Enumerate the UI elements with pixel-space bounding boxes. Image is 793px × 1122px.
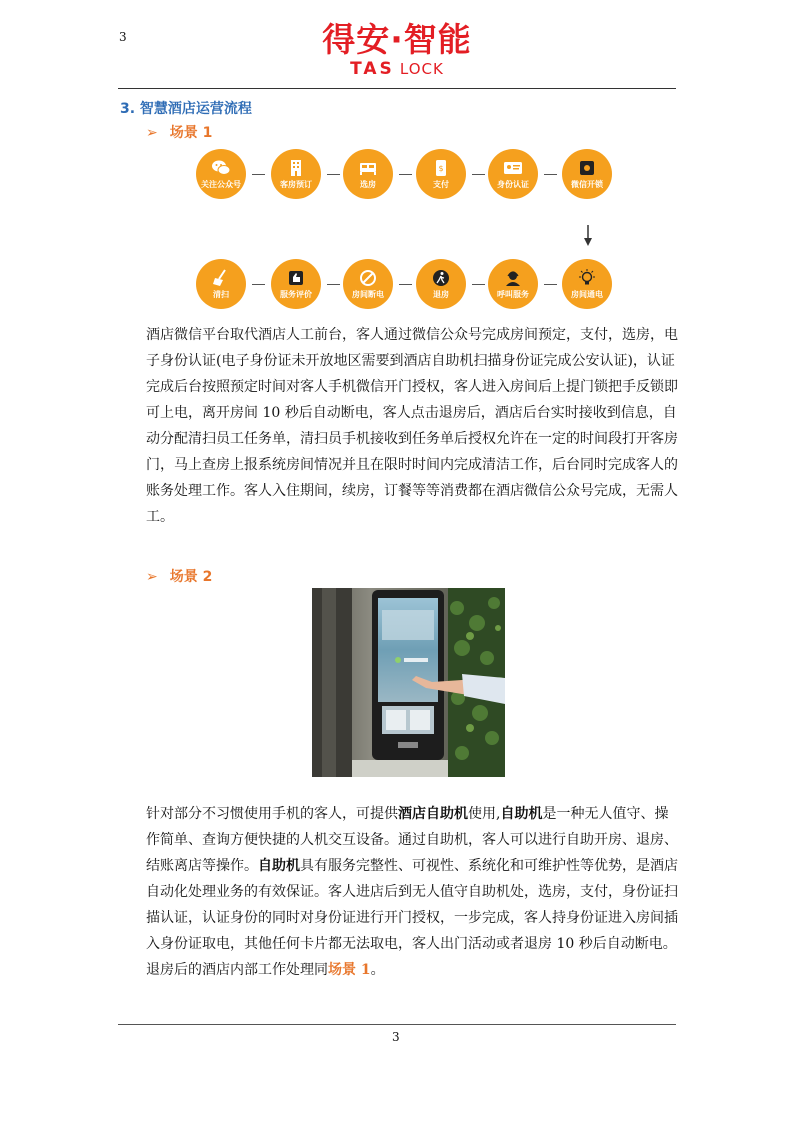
footer-divider [118,1024,676,1025]
flow-node-label: 微信开锁 [571,179,603,189]
header-divider [118,88,676,89]
broom-icon [211,269,231,287]
walking-person-icon [431,269,451,287]
flow-connector [399,284,412,285]
id-card-icon [503,159,523,177]
section-title: 3. 智慧酒店运营流程 [120,101,252,117]
scene2-text: 是一种无人值守、操作简单、查询方便快捷的人机交互设备。通过自助机，客人可以进行自助开房、退房、结账离店等操作。 [146,806,678,874]
flow-node-follow-account [196,149,246,199]
flow-node-cleaning [196,259,246,309]
scene2-text: 具有服务完整性、可视性、系统化和可维护性等优势，是酒店自动化处理业务的有效保证。客人进店后到无人值守自助机处，选房，支付，身份证扫描认证，认证身份的同时对身份证进行开门授权，一步完成，客人持身份证进入房间插入身份证取电，其他任何卡片都无法取电，客人出门活动或者退房 10 秒后自动断电。退房后的酒店内部工作处理同 [146,858,678,978]
power-off-icon [358,269,378,287]
flow-connector [252,174,265,175]
logo-english-text [316,60,478,78]
scene2-ref-scene1: 场景 1 [328,962,371,978]
scene2-bold-kiosk: 酒店自助机 [398,806,468,822]
arrow-bullet-icon: ➢ [146,569,158,585]
building-icon [286,159,306,177]
flow-node-room-booking [271,149,321,199]
scene1-heading [146,122,212,142]
flow-node-id-verification [488,149,538,199]
operation-flow-diagram [196,149,626,319]
flow-node-label: 退房 [433,289,449,299]
wechat-icon [211,159,231,177]
thumbs-up-icon [286,269,306,287]
svg-text:$: $ [438,163,444,173]
flow-connector [472,284,485,285]
flow-connector [399,174,412,175]
flow-node-call-service [488,259,538,309]
self-service-kiosk-photo [312,588,505,777]
light-bulb-icon [577,269,597,287]
logo-lock: LOCK [399,60,444,78]
flow-node-service-rating [271,259,321,309]
flow-node-label: 房间通电 [571,289,603,299]
flow-node-power-on [562,259,612,309]
flow-node-label: 呼叫服务 [497,289,529,299]
scene2-bold-kiosk: 自助机 [500,806,543,822]
lock-icon [577,159,597,177]
kiosk-photo-image [312,588,505,777]
scene2-bold-kiosk: 自助机 [258,858,300,874]
flow-node-label: 服务评价 [280,289,312,299]
flow-connector [544,174,557,175]
logo-chinese-text: 得安·智能 [322,20,472,59]
arrow-bullet-icon: ➢ [146,125,158,141]
scene2-text: 针对部分不习惯使用手机的客人，可提供 [146,806,398,822]
flow-connector [327,284,340,285]
flow-connector [327,174,340,175]
scene2-heading [146,566,212,586]
flow-connector [544,284,557,285]
flow-node-label: 关注公众号 [201,179,241,189]
flow-node-label: 房间断电 [352,289,384,299]
logo-tas: TAS [350,59,395,79]
flow-node-checkout [416,259,466,309]
footer-page-number: 3 [392,1030,400,1044]
flow-node-label: 客房预订 [280,179,312,189]
flow-node-label: 支付 [433,179,449,189]
company-logo [316,22,478,78]
scene2-text: 使用, [468,806,501,822]
down-arrow-icon [582,225,594,247]
scene2-text: 。 [370,962,385,978]
flow-node-label: 身份认证 [497,179,529,189]
flow-node-wechat-unlock [562,149,612,199]
flow-node-power-off [343,259,393,309]
flow-connector [472,174,485,175]
flow-node-label: 选房 [360,179,376,189]
flow-connector [252,284,265,285]
flow-node-label: 清扫 [213,289,229,299]
bed-icon [358,159,378,177]
scene1-paragraph: 酒店微信平台取代酒店人工前台，客人通过微信公众号完成房间预定，支付，选房，电子身份认证(电子身份证未开放地区需要到酒店自助机扫描身份证完成公安认证)，认证完成后台按照预定时间对客人手机微信开门授权，客人进入房间后上提门锁把手反锁即可上电，离开房间 10 秒后自动断电，客人点击退房后，酒店后台实时接收到信息，自动分配清扫员工任务单，清扫员手机接收到任务单后授权允许在一定的时间段打开客房门，马上查房上报系统房间情况并且在限时时间内完成清洁工作，后台同时完成客人的账务处理工作。客人入住期间，续房，订餐等等消费都在酒店微信公众号完成，无需人工。 [146,327,678,525]
scene2-paragraph [146,801,678,983]
flow-node-select-room [343,149,393,199]
headset-icon [503,269,523,287]
scene2-heading-text: 场景 2 [169,569,213,585]
scene1-heading-text: 场景 1 [169,125,213,141]
mobile-payment-icon [431,159,451,177]
header-page-number: 3 [119,30,127,44]
flow-node-payment [416,149,466,199]
